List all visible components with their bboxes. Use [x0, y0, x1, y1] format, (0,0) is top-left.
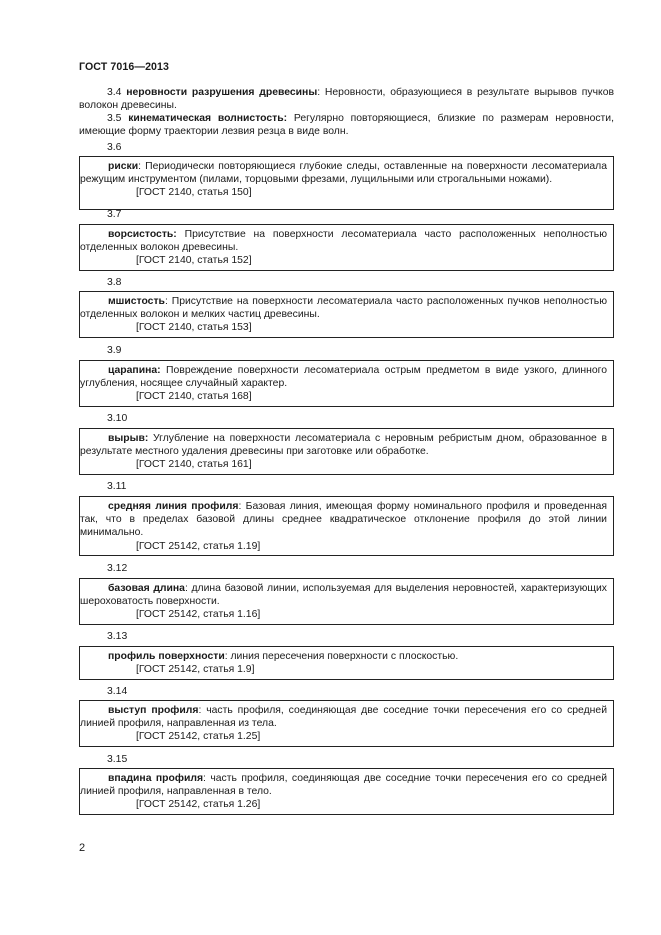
term-reference: [ГОСТ 2140, статья 161] — [136, 459, 252, 471]
page-number: 2 — [79, 842, 86, 854]
clause-number-3-7: 3.7 — [107, 209, 122, 220]
term-definition: : длина базовой линии, используемая для выделения неровностей, характеризующих шероховатость поверхности. — [80, 583, 607, 608]
term-box-3-11 — [79, 496, 614, 556]
term-paragraph — [80, 650, 607, 663]
clause-number: 3.4 — [107, 87, 122, 98]
term-definition: : Периодически повторяющиеся глубокие следы, оставленные на поверхности лесоматериала режущим инструментом (пилами, торцовыми фрезами, лущильными или строгальными ножами). — [80, 161, 607, 186]
clause-number-3-8: 3.8 — [107, 277, 122, 288]
term-paragraph — [80, 160, 607, 186]
term-box-3-14 — [79, 700, 614, 747]
term-definition: Регулярно повторяющиеся, близкие по размерам неровности, имеющие форму траектории лезвия резца в виде волн. — [79, 113, 614, 138]
term-definition: : Базовая линия, имеющая форму номинального профиля и проведенная так, что в пределах базовой длины среднее квадратическое отклонение профиля до этой линии минимально. — [80, 501, 607, 539]
term-box-3-6 — [79, 156, 614, 210]
term-definition: Присутствие на поверхности лесоматериала часто расположенных неполностью отделенных волокон древесины. — [80, 229, 607, 254]
clause-number-3-15: 3.15 — [107, 754, 128, 765]
clause-number-3-11: 3.11 — [107, 481, 127, 492]
term-definition: : линия пересечения поверхности с плоскостью. — [224, 651, 459, 662]
term-name: ворсистость: — [108, 229, 177, 240]
term-paragraph — [80, 704, 607, 730]
term-definition: : часть профиля, соединяющая две соседние точки пересечения его со средней линией профиля, направленная из тела. — [80, 705, 607, 730]
term-name: вырыв: — [108, 433, 149, 444]
term-box-3-7 — [79, 224, 614, 271]
term-name: риски — [108, 161, 139, 172]
term-reference: [ГОСТ 25142, статья 1.16] — [136, 609, 261, 621]
term-reference: [ГОСТ 25142, статья 1.19] — [136, 540, 261, 552]
term-name: средняя линия профиля — [108, 501, 239, 512]
term-paragraph — [80, 228, 607, 254]
term-reference: [ГОСТ 2140, статья 168] — [136, 391, 252, 403]
term-name: профиль поверхности — [108, 651, 225, 662]
clause-number-3-12: 3.12 — [107, 563, 128, 574]
term-name: выступ профиля — [108, 705, 199, 716]
clause-number: 3.5 — [107, 113, 122, 124]
term-paragraph — [80, 295, 607, 321]
term-reference: [ГОСТ 2140, статья 152] — [136, 255, 252, 267]
term-name: царапина: — [108, 365, 161, 376]
clause-number-3-6: 3.6 — [107, 142, 122, 153]
term-box-3-10 — [79, 428, 614, 475]
term-paragraph — [80, 364, 607, 390]
term-paragraph — [80, 500, 607, 540]
term-box-3-8 — [79, 291, 614, 338]
term-definition: : Неровности, образующиеся в результате вырывов пучков волокон древесины. — [79, 87, 615, 112]
term-box-3-12 — [79, 578, 614, 625]
page-header-standard: ГОСТ 7016—2013 — [79, 61, 170, 73]
term-name: мшистость — [108, 296, 165, 307]
term-definition: Повреждение поверхности лесоматериала острым предметом в виде узкого, длинного углубления, носящее случайный характер. — [80, 365, 607, 390]
term-paragraph — [80, 432, 607, 458]
term-name: впадина профиля — [108, 773, 204, 784]
term-reference: [ГОСТ 2140, статья 150] — [136, 187, 252, 199]
term-definition: : часть профиля, соединяющая две соседние точки пересечения его со средней линией профиля, направленная в тело. — [80, 773, 607, 798]
term-definition: Углубление на поверхности лесоматериала с неровным ребристым дном, образованное в результате местного удаления древесины при заготовке или обработке. — [80, 433, 607, 458]
clause-number-3-14: 3.14 — [107, 686, 128, 697]
term-reference: [ГОСТ 25142, статья 1.9] — [136, 664, 255, 676]
intro-paragraph-3-5 — [79, 112, 614, 138]
clause-number-3-10: 3.10 — [107, 413, 128, 424]
term-box-3-9 — [79, 360, 614, 407]
clause-number-3-9: 3.9 — [107, 345, 122, 356]
term-reference: [ГОСТ 25142, статья 1.26] — [136, 799, 261, 811]
clause-number-3-13: 3.13 — [107, 631, 128, 642]
term-reference: [ГОСТ 2140, статья 153] — [136, 322, 252, 334]
term-definition: : Присутствие на поверхности лесоматериала часто расположенных пучков неполностью отделенных волокон и мелких частиц древесины. — [80, 296, 607, 321]
term-paragraph — [80, 772, 607, 798]
term-box-3-15 — [79, 768, 614, 815]
term-paragraph — [80, 582, 607, 608]
term-name: базовая длина — [108, 583, 185, 594]
term-reference: [ГОСТ 25142, статья 1.25] — [136, 731, 261, 743]
term-name: неровности разрушения древесины — [126, 87, 318, 98]
term-box-3-13 — [79, 646, 614, 680]
intro-paragraph-3-4 — [79, 86, 614, 112]
term-name: кинематическая волнистость: — [128, 113, 288, 124]
